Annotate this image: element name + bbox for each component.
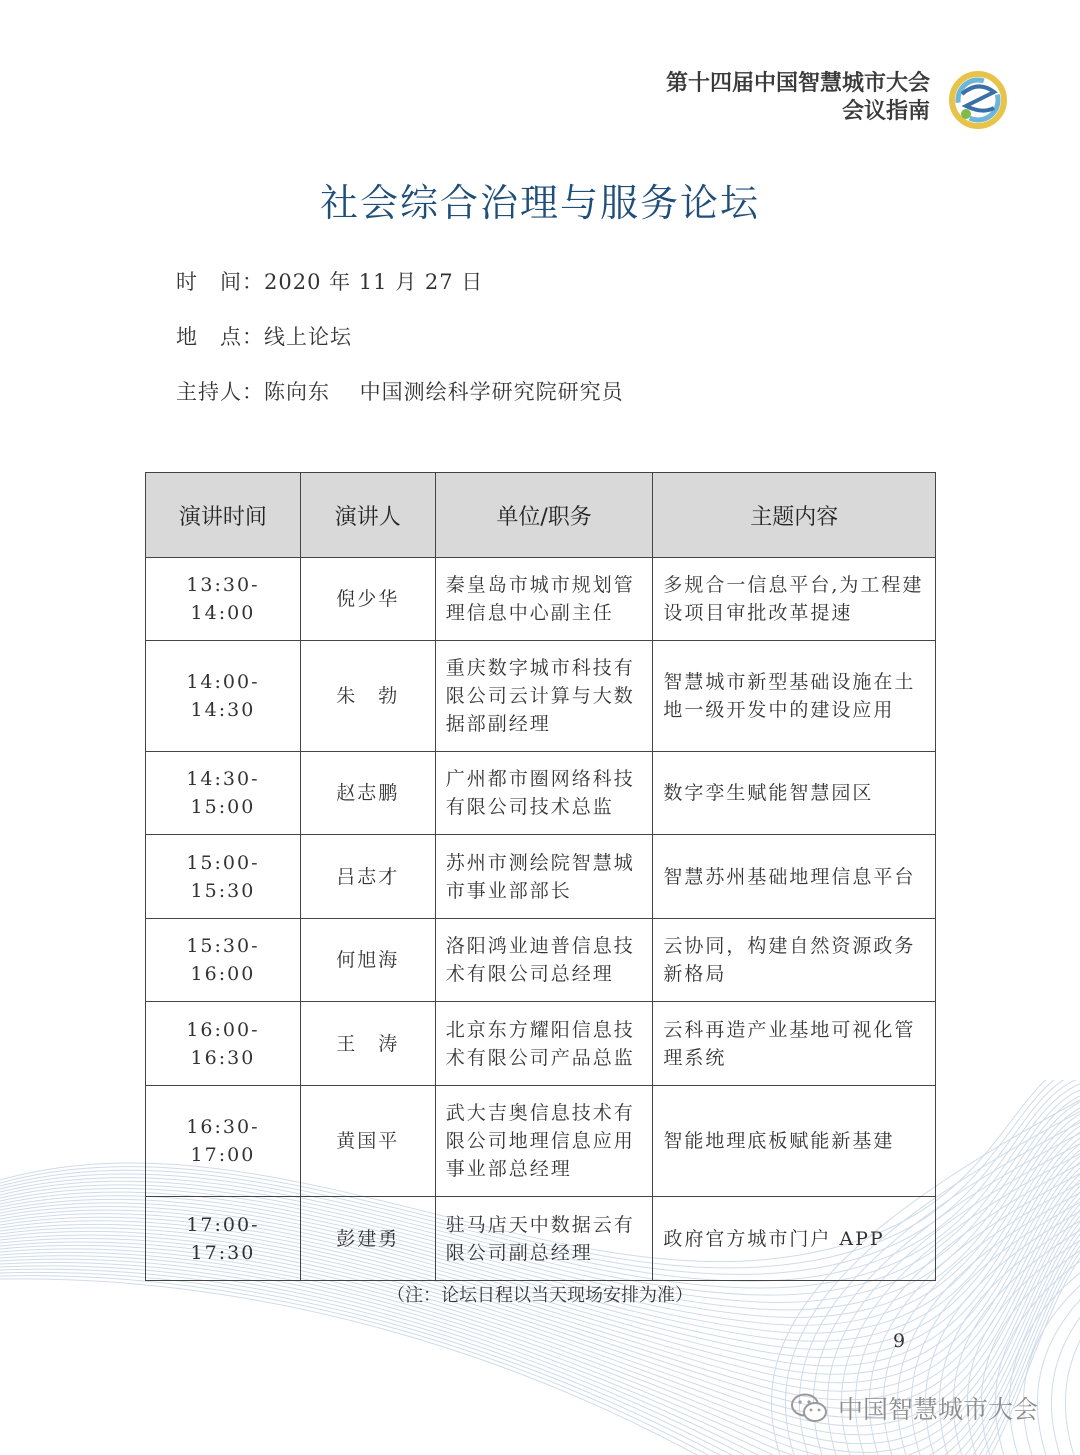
cell-topic: 云科再造产业基地可视化管理系统	[653, 1002, 936, 1086]
conference-logo-icon	[948, 70, 1008, 130]
cell-speaker: 赵志鹏	[300, 752, 435, 835]
cell-time: 15:00-15:30	[146, 835, 301, 919]
table-row	[146, 1086, 936, 1197]
guide-label: 会议指南	[841, 99, 930, 124]
header-topic: 主题内容	[653, 473, 936, 558]
conference-name: 第十四届中国智慧城市大会	[665, 71, 930, 96]
header-time: 演讲时间	[146, 473, 301, 558]
host-label: 主持人：	[176, 380, 264, 404]
header-org: 单位/职务	[435, 473, 653, 558]
table-row	[146, 835, 936, 919]
cell-speaker: 黄国平	[300, 1086, 435, 1197]
cell-topic: 多规合一信息平台,为工程建设项目审批改革提速	[653, 558, 936, 641]
time-label: 时 间：	[176, 270, 264, 294]
cell-org: 苏州市测绘院智慧城市事业部部长	[435, 835, 653, 919]
cell-org: 驻马店天中数据云有限公司副总经理	[435, 1197, 653, 1281]
cell-topic: 智慧城市新型基础设施在土地一级开发中的建设应用	[653, 641, 936, 752]
watermark-text: 中国智慧城市大会	[838, 1395, 1039, 1424]
cell-time: 15:30-16:00	[146, 919, 301, 1002]
wechat-watermark	[790, 1390, 1038, 1426]
table-row	[146, 641, 936, 752]
schedule-table	[145, 472, 936, 1281]
host-value: 陈向东 中国测绘科学研究院研究员	[264, 380, 624, 404]
header-speaker: 演讲人	[300, 473, 435, 558]
cell-speaker: 吕志才	[300, 835, 435, 919]
cell-speaker: 彭建勇	[300, 1197, 435, 1281]
place-line	[176, 321, 352, 351]
cell-time: 13:30-14:00	[146, 558, 301, 641]
table-header-row	[146, 473, 936, 558]
cell-org: 重庆数字城市科技有限公司云计算与大数据部副经理	[435, 641, 653, 752]
cell-speaker: 王 涛	[300, 1002, 435, 1086]
cell-org: 洛阳鸿业迪普信息技术有限公司总经理	[435, 919, 653, 1002]
cell-org: 武大吉奥信息技术有限公司地理信息应用事业部总经理	[435, 1086, 653, 1197]
cell-org: 秦皇岛市城市规划管理信息中心副主任	[435, 558, 653, 641]
cell-time: 14:00-14:30	[146, 641, 301, 752]
cell-topic: 智能地理底板赋能新基建	[653, 1086, 936, 1197]
cell-speaker: 何旭海	[300, 919, 435, 1002]
time-line	[176, 266, 483, 296]
cell-topic: 数字孪生赋能智慧园区	[653, 752, 936, 835]
place-value: 线上论坛	[264, 325, 352, 349]
cell-org: 北京东方耀阳信息技术有限公司产品总监	[435, 1002, 653, 1086]
table-row	[146, 919, 936, 1002]
time-value: 2020 年 11 月 27 日	[264, 270, 484, 294]
conference-header	[666, 70, 930, 126]
place-label: 地 点：	[176, 325, 264, 349]
cell-speaker: 倪少华	[300, 558, 435, 641]
table-row	[146, 752, 936, 835]
cell-topic: 政府官方城市门户 APP	[653, 1197, 936, 1281]
page-number: 9	[893, 1330, 906, 1352]
table-row	[146, 558, 936, 641]
cell-time: 16:30-17:00	[146, 1086, 301, 1197]
schedule-note: （注：论坛日程以当天现场安排为准）	[387, 1285, 693, 1306]
cell-time: 14:30-15:00	[146, 752, 301, 835]
host-line	[176, 376, 624, 406]
table-row	[146, 1002, 936, 1086]
wechat-icon	[790, 1392, 828, 1424]
cell-time: 17:00-17:30	[146, 1197, 301, 1281]
cell-speaker: 朱 勃	[300, 641, 435, 752]
cell-time: 16:00-16:30	[146, 1002, 301, 1086]
table-row	[146, 1197, 936, 1281]
cell-topic: 云协同，构建自然资源政务新格局	[653, 919, 936, 1002]
cell-org: 广州都市圈网络科技有限公司技术总监	[435, 752, 653, 835]
page-title: 社会综合治理与服务论坛	[319, 181, 760, 225]
cell-topic: 智慧苏州基础地理信息平台	[653, 835, 936, 919]
